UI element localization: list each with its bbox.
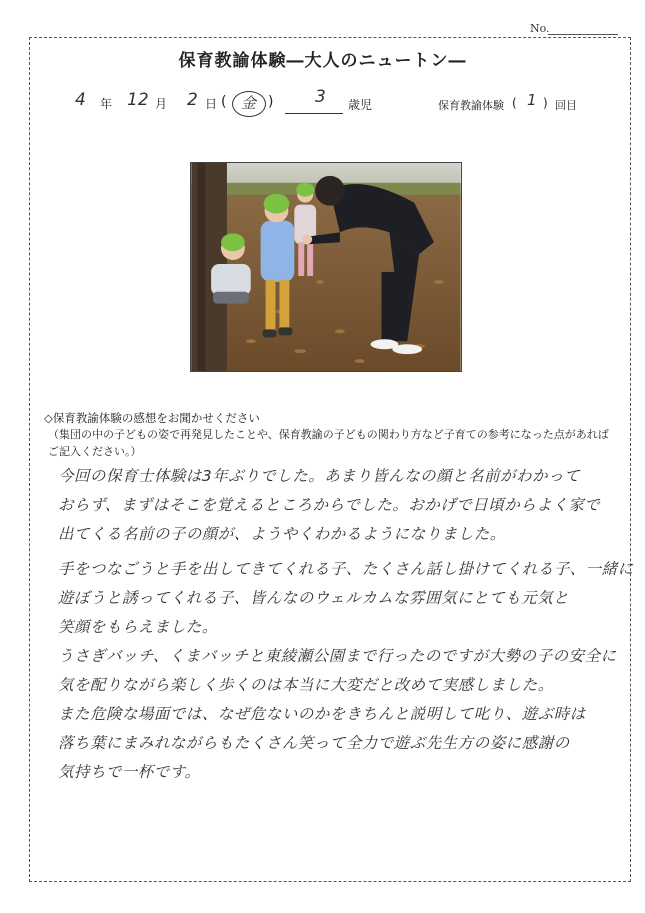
session-open: ( (512, 96, 517, 110)
response-line: 気持ちで一杯です。 (58, 763, 201, 781)
response-line: 遊ぼうと誘ってくれる子、皆んなのウェルカムな雰囲気にとても元気と (58, 589, 570, 607)
handwritten-response (58, 462, 634, 787)
response-line: うさぎバッチ、くまバッチと東綾瀬公園まで行ったのですが大勢の子の安全に (58, 647, 617, 665)
weekday-value: 金 (241, 94, 257, 112)
age-value: 3 (315, 87, 326, 107)
day-label: 日 (205, 97, 218, 111)
month-label: 月 (155, 97, 168, 111)
session-close: ) (543, 96, 548, 110)
year-value: 4 (75, 90, 86, 110)
response-line: また危険な場面では、なぜ危ないのかをきちんと説明して叱り、遊ぶ時は (58, 705, 586, 723)
session-suffix: 回目 (555, 99, 577, 112)
year-label: 年 (100, 97, 113, 111)
paren-close: ) (268, 94, 274, 110)
age-underline (285, 113, 343, 114)
response-line: 手をつなごうと手を出してきてくれる子、たくさん話し掛けてくれる子、一緒に (58, 560, 634, 578)
response-line: 笑顔をもらえました。 (58, 618, 218, 636)
session-label: 保育教諭体験 (438, 99, 504, 112)
response-line: 今回の保育士体験は3年ぶりでした。あまり皆んなの顔と名前がわかって (58, 467, 581, 485)
paren-open: ( (221, 94, 227, 110)
photo-tree-bark (197, 163, 205, 371)
response-line: 落ち葉にまみれながらもたくさん笑って全力で遊ぶ先生方の姿に感謝の (58, 734, 570, 752)
month-value: 12 (127, 90, 149, 110)
page-number-line (548, 34, 618, 35)
day-value: 2 (187, 90, 198, 110)
activity-photo (190, 162, 462, 372)
weekday-circle (232, 91, 266, 117)
prompt-heading: ◇保育教諭体験の感想をお聞かせください (44, 411, 260, 425)
page-number-label: No. (530, 22, 550, 35)
response-line: 出てくる名前の子の顔が、ようやくわかるようになりました。 (58, 525, 506, 543)
session-number: 1 (527, 91, 537, 109)
response-line: 気を配りながら楽しく歩くのは本当に大変だと改めて実感しました。 (58, 676, 554, 694)
age-label: 歳児 (348, 98, 373, 112)
prompt-note: （集団の中の子どもの姿で再発見したことや、保育教諭の子どもの関わり方など子育ての参考になった点があればご記入ください。） (48, 428, 609, 458)
response-line: おらず、まずはそこを覚えるところからでした。おかげで日頃からよく家で (58, 496, 601, 514)
page-title: 保育教諭体験―大人のニュートン― (178, 51, 467, 71)
